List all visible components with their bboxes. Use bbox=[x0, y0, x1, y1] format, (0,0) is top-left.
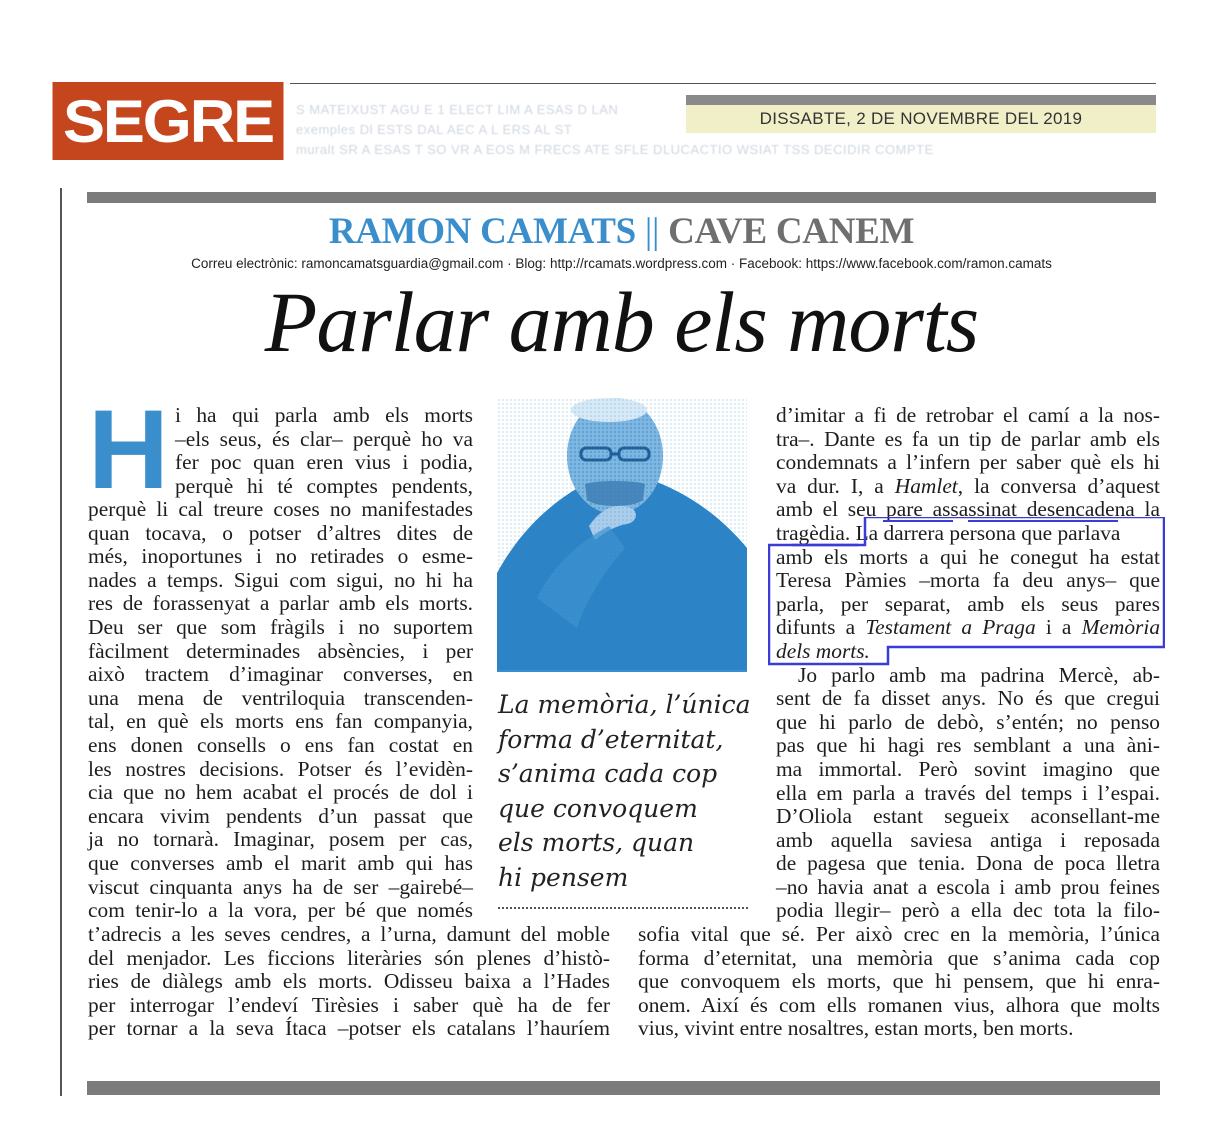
text-line: de pagesa que tenia. Dona de poca lletra bbox=[776, 851, 1160, 876]
text-line: això tractem d’imaginar converses, en bbox=[88, 662, 473, 687]
article-headline: Parlar amb els morts bbox=[264, 274, 979, 370]
author-contact: Correu electrònic: ramoncamatsguardia@gmail.com · Blog: http://rcamats.wordpress.com · Facebook: https://www.facebook.com/ramon.camats bbox=[191, 256, 1052, 271]
logo-text: SEGRE bbox=[62, 87, 274, 155]
page-left-rule bbox=[60, 188, 62, 1096]
text-line: tragèdia. La darrera persona que parlava bbox=[776, 520, 1121, 545]
text-line: per interrogar l’endeví Tirèsies i saber què ha de fer bbox=[88, 992, 610, 1017]
text-line: ma immortal. Però sovint imagino que bbox=[776, 756, 1160, 781]
column-section: CAVE CANEM bbox=[668, 211, 915, 252]
author-portrait-icon bbox=[497, 398, 747, 670]
hamlet-title: Hamlet bbox=[894, 473, 958, 498]
text-line: fàcilment determinades absències, i per bbox=[88, 638, 473, 663]
pull-quote-line: La memòria, l’única bbox=[498, 690, 751, 719]
masthead-rule bbox=[290, 83, 1156, 84]
text-line: quan tocava, o potser d’altres dites de bbox=[88, 520, 473, 545]
text-line: perquè li cal treure coses no manifestades bbox=[88, 497, 473, 521]
text-line: onem. Així és com ells romanen vius, alhora que molts bbox=[638, 992, 1160, 1017]
text-line: amb els morts a qui he conegut ha estat bbox=[776, 544, 1160, 569]
text-line: ja no tornarà. Imaginar, posem per cas, bbox=[88, 827, 473, 852]
text-line: amb aquella saviesa antiga i reposada bbox=[776, 827, 1160, 852]
text-line: tal, en què els morts ens fan companyia, bbox=[88, 709, 473, 734]
text-line: fer poc quan eren vius i podia, bbox=[175, 450, 473, 475]
text-line: pas que hi hagi res semblant a una àni- bbox=[776, 733, 1160, 758]
pull-quote-rule bbox=[498, 907, 748, 909]
text-line: Jo parlo amb ma padrina Mercè, ab- bbox=[798, 662, 1160, 687]
drop-cap: H bbox=[88, 402, 169, 498]
text-line: les nostres decisions. Potser és l’evidèn- bbox=[88, 756, 473, 781]
testament-title: Testament a Praga bbox=[865, 615, 1036, 640]
memoria-title: Memòria bbox=[1081, 615, 1161, 640]
text-line: forma d’eternitat, una memòria que s’anima cada cop bbox=[638, 945, 1160, 970]
body-col3-wide bbox=[638, 923, 1160, 1041]
text-line: ens donen consells o ens fan costat en bbox=[88, 732, 473, 757]
pull-quote-line: els morts, quan bbox=[498, 828, 695, 857]
text-line: d’imitar a fi de retrobar el camí a la nos- bbox=[776, 403, 1160, 427]
text-line: viscut cinquanta anys ha de ser –gairebé– bbox=[88, 874, 473, 899]
text-line: dels morts. bbox=[776, 638, 870, 663]
body-col1 bbox=[88, 498, 473, 923]
text-line: perquè hi té comptes pendents, bbox=[175, 473, 473, 498]
text-line: nades a temps. Sigui com sigui, no hi ha bbox=[88, 567, 473, 592]
text-line: Deu ser que som fràgils i no suportem bbox=[88, 614, 473, 639]
text-line: que converses amb el marit amb qui has bbox=[88, 850, 473, 875]
body-col1-dropcap-lines bbox=[175, 404, 473, 498]
text-line: més, inoportunes i no retirades o esme- bbox=[88, 544, 473, 569]
text-line: –no havia anat a escola i amb prou feines bbox=[776, 874, 1160, 899]
date-bar bbox=[686, 95, 1156, 105]
text-line: –els seus, és clar– perquè ho va bbox=[175, 426, 473, 451]
column-kicker bbox=[87, 210, 1156, 254]
pull-quote-line: forma d’eternitat, bbox=[498, 724, 724, 754]
body-col1-wide bbox=[88, 923, 610, 1041]
text-line: cia que no hem acabat el procés de dol i bbox=[88, 780, 473, 805]
text-line: sofia vital que sé. Per això crec en la memòria, l’única bbox=[638, 922, 1160, 946]
author-name: RAMON CAMATS bbox=[328, 211, 636, 252]
kicker-separator: || bbox=[644, 211, 660, 252]
text-line: tra–. Dante es fa un tip de parlar amb els bbox=[776, 426, 1160, 451]
text-line: difunts a Testament a Praga i a Memòria bbox=[776, 615, 1161, 640]
text-line: Teresa Pàmies –morta fa deu anys– que bbox=[776, 568, 1160, 593]
text-line: del menjador. Les ficcions literàries són plenes d’histò- bbox=[88, 945, 610, 970]
text-line: com tenir-lo a la vora, per bé que només bbox=[88, 898, 473, 923]
text-line: amb el seu pare assassinat desencadena la bbox=[776, 497, 1160, 522]
photo-rule bbox=[497, 670, 747, 672]
text-line: i ha qui parla amb els morts bbox=[175, 403, 473, 427]
pull-quote bbox=[498, 688, 751, 895]
highlight-selection-box[interactable] bbox=[768, 517, 1165, 670]
author-photo bbox=[497, 398, 747, 670]
segre-logo[interactable] bbox=[53, 82, 284, 160]
column-top-rule bbox=[87, 192, 1156, 203]
bleed-through-text: S MATEIXUST AGU E 1 ELECT LIM A ESAS D LAN exemples Dl ESTS DAL AEC A L ERS AL ST muralt SR A ESAS T SO VR A EOS M FRECS ATE SFLE DLUCACTIO WSIAT TSS DECIDIR COMPTE bbox=[296, 102, 934, 157]
text-line: per tornar a la seva Ítaca –potser els catalans l’hauríem bbox=[88, 1016, 610, 1041]
text-line: sent de fa disset anys. No és que cregui bbox=[776, 686, 1160, 711]
text-line: podia llegir– però a ella dec tota la filo- bbox=[776, 898, 1160, 923]
text-line: t’adrecis a les seves cendres, a l’urna, damunt del moble bbox=[88, 922, 610, 946]
text-line: ries de diàlegs amb els morts. Odisseu baixa a l’Hades bbox=[88, 969, 610, 994]
text-line: una mena de ventriloquia transcenden- bbox=[88, 685, 473, 710]
issue-date: DISSABTE, 2 DE NOVEMBRE DEL 2019 bbox=[686, 105, 1156, 133]
text-line: que convoquem els morts, que hi pensem, que hi enra- bbox=[638, 969, 1160, 994]
text-line: condemnats a l’infern per saber què els hi bbox=[776, 450, 1160, 475]
text-line: parla, per separat, amb els seus pares bbox=[776, 591, 1160, 616]
text-line: res de forassenyat a parlar amb els morts. bbox=[88, 591, 473, 616]
pull-quote-line: que convoquem bbox=[498, 793, 698, 823]
text-line: D’Oliola estant segueix aconsellant-me bbox=[776, 804, 1160, 829]
text-line: vius, vivint entre nosaltres, estan morts, ben morts. bbox=[638, 1016, 1074, 1041]
pull-quote-line: hi pensem bbox=[498, 862, 629, 892]
pull-quote-line: s’anima cada cop bbox=[498, 759, 718, 788]
text-line: va dur. I, a Hamlet, la conversa d’aquest bbox=[776, 473, 1160, 498]
text-line: ella em parla a través del temps i l’espai. bbox=[776, 780, 1160, 805]
text-line: que hi parlo de debò, s’entén; no penso bbox=[776, 709, 1160, 734]
column-bottom-rule bbox=[87, 1081, 1160, 1095]
text-line: encara vivim pendents d’un passat que bbox=[88, 803, 473, 828]
